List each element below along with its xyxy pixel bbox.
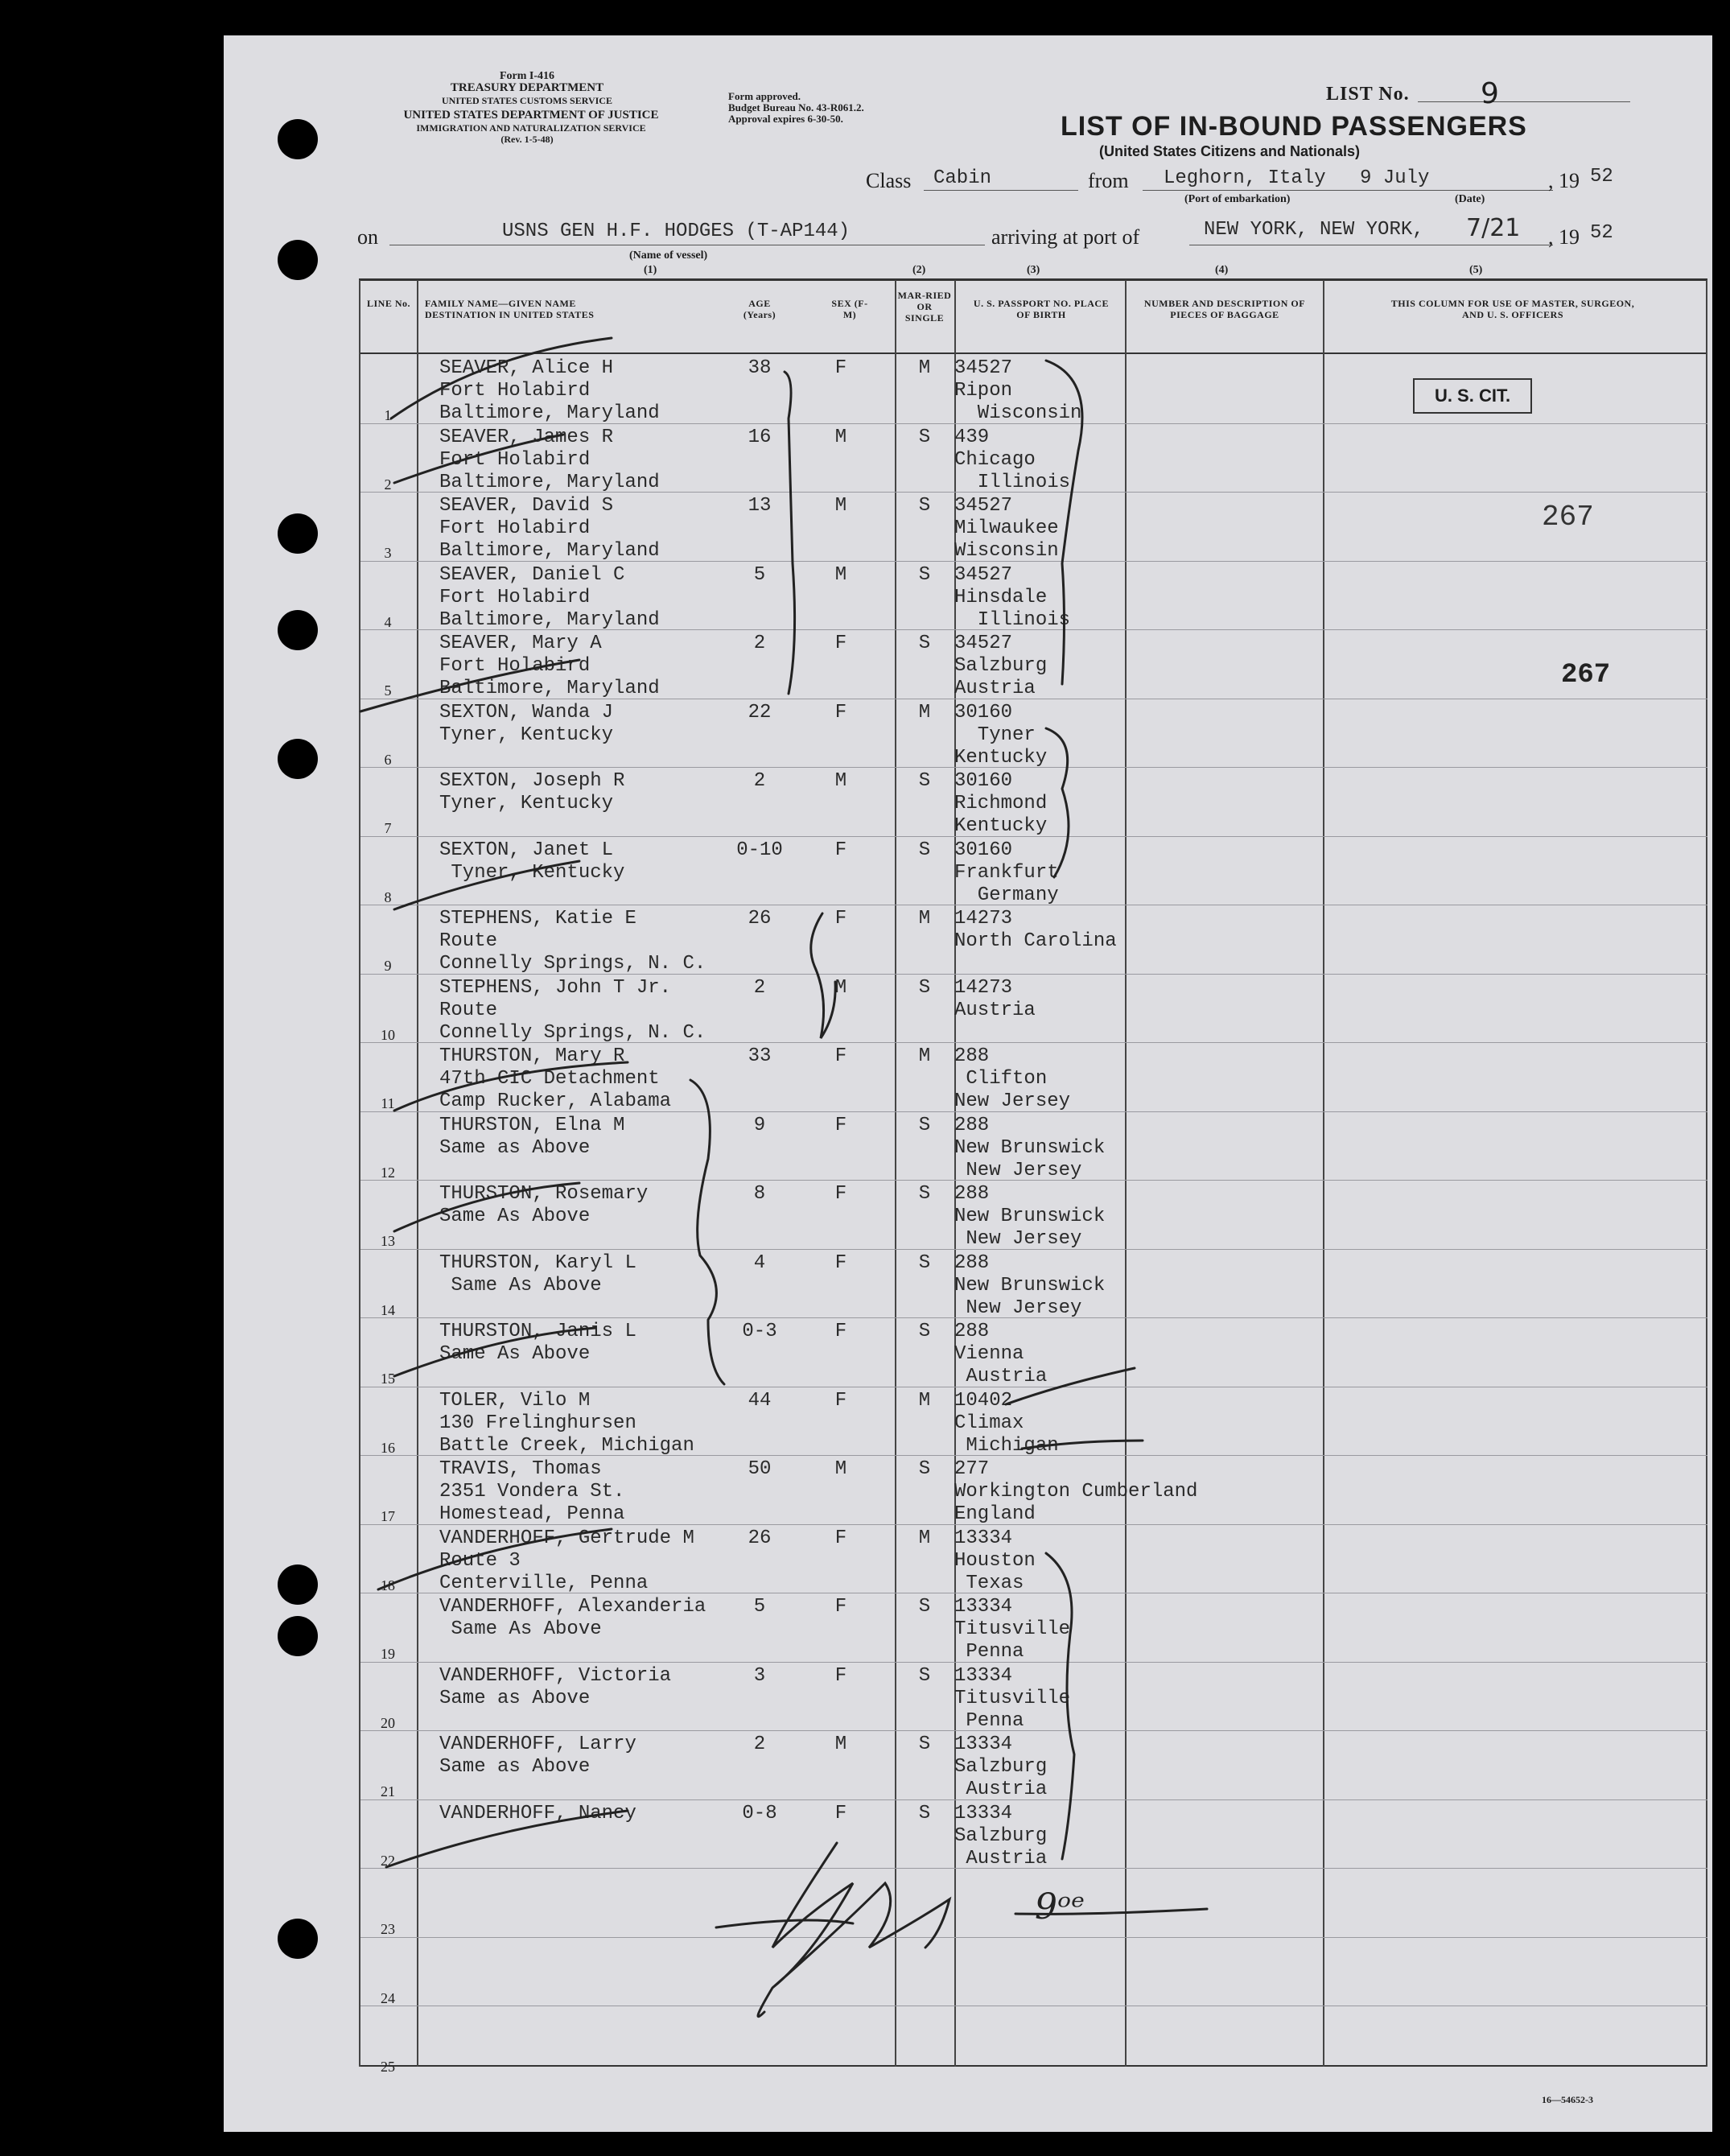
- passenger-age: 5: [753, 563, 766, 586]
- passport-and-birthplace: 14273 Austria: [954, 976, 1036, 1021]
- passenger-marital-status: S: [918, 1458, 931, 1480]
- passenger-marital-status: M: [918, 1389, 931, 1412]
- line-number: 5: [384, 682, 392, 699]
- passenger-sex: F: [834, 1664, 847, 1687]
- bracket-thurston: [690, 1080, 724, 1384]
- passport-and-birthplace: 13334 Titusville Penna: [954, 1596, 1071, 1663]
- passenger-name-destination: SEAVER, Daniel C Fort Holabird Baltimore, Maryland: [439, 563, 660, 631]
- header-married: MAR-RIED OR SINGLE: [897, 290, 952, 324]
- line-number: 11: [381, 1095, 395, 1111]
- passenger-marital-status: M: [918, 908, 931, 930]
- line-number: 3: [384, 545, 392, 561]
- justice-dept: UNITED STATES DEPARTMENT OF JUSTICE: [403, 109, 659, 122]
- bracket-stephens: [811, 913, 835, 1038]
- passenger-sex: F: [834, 908, 847, 930]
- passenger-sex: F: [834, 1183, 847, 1205]
- passenger-name-destination: VANDERHOFF, Gertrude M Route 3 Centerville, Penna: [439, 1527, 694, 1594]
- passenger-age: 2: [753, 1733, 766, 1755]
- passenger-name-destination: TOLER, Vilo M 130 Frelinghursen Battle Creek, Michigan: [439, 1389, 694, 1457]
- tick-11: [394, 1062, 628, 1111]
- line-number: 6: [384, 751, 392, 768]
- col-num-3: (3): [1027, 264, 1040, 276]
- passenger-sex: F: [834, 1114, 847, 1136]
- passenger-marital-status: S: [918, 839, 931, 861]
- stamp-number-2: 267: [1561, 660, 1611, 690]
- passenger-name-destination: STEPHENS, John T Jr. Route Connelly Springs, N. C.: [439, 976, 706, 1044]
- tick-18: [378, 1529, 612, 1589]
- passenger-age: 2: [753, 976, 766, 999]
- line-number: 20: [381, 1714, 395, 1731]
- passport-and-birthplace: 288 Clifton New Jersey: [954, 1045, 1071, 1112]
- passport-and-birthplace: 30160 Frankfurt Germany: [954, 839, 1059, 906]
- form-number: Form I-416: [499, 70, 555, 82]
- passenger-age: 4: [753, 1251, 766, 1274]
- passenger-name-destination: SEXTON, Janet L Tyner, Kentucky: [439, 839, 625, 884]
- passenger-sex: F: [834, 1527, 847, 1549]
- revision: (Rev. 1-5-48): [500, 134, 554, 145]
- bracket-toler: [1022, 1441, 1143, 1449]
- header-passport: U. S. PASSPORT NO. PLACE OF BIRTH: [973, 298, 1110, 320]
- line-number: 21: [381, 1783, 395, 1799]
- passenger-name-destination: STEPHENS, Katie E Route Connelly Springs, N. C.: [439, 908, 706, 975]
- passenger-name-destination: VANDERHOFF, Alexanderia Same As Above: [439, 1596, 706, 1640]
- passenger-marital-status: S: [918, 1114, 931, 1136]
- passenger-marital-status: S: [918, 1183, 931, 1205]
- passenger-name-destination: THURSTON, Rosemary Same As Above: [439, 1183, 649, 1227]
- passenger-marital-status: M: [918, 701, 931, 723]
- class-value: Cabin: [933, 167, 992, 189]
- passenger-marital-status: S: [918, 1733, 931, 1755]
- passenger-marital-status: M: [918, 357, 931, 379]
- col-num-4: (4): [1215, 264, 1229, 276]
- year-label-2: , 19: [1548, 225, 1580, 249]
- arriving-label: arriving at port of: [991, 225, 1140, 249]
- department: TREASURY DEPARTMENT: [450, 81, 604, 94]
- passenger-sex: M: [834, 495, 847, 517]
- col-num-1: (1): [644, 264, 657, 276]
- passport-and-birthplace: 13334 Titusville Penna: [954, 1664, 1071, 1732]
- arrival-port: NEW YORK, NEW YORK,: [1204, 219, 1424, 241]
- stamp-number: 267: [1542, 501, 1594, 534]
- passport-and-birthplace: 288 New Brunswick New Jersey: [954, 1183, 1106, 1250]
- passport-and-birthplace: 277 Workington Cumberland England: [954, 1458, 1198, 1525]
- list-no-label: LIST No.: [1326, 84, 1410, 105]
- tick-15: [394, 1328, 595, 1376]
- passenger-marital-status: S: [918, 426, 931, 448]
- passenger-name-destination: THURSTON, Elna M Same as Above: [439, 1114, 625, 1159]
- line-number: 8: [384, 888, 392, 905]
- line-number: 17: [381, 1508, 395, 1524]
- passport-and-birthplace: 14273 North Carolina: [954, 908, 1117, 952]
- passenger-age: 26: [748, 908, 772, 930]
- passport-and-birthplace: 439 Chicago Illinois: [954, 426, 1071, 493]
- header-name: FAMILY NAME—GIVEN NAME DESTINATION IN UNITED STATES: [425, 298, 595, 320]
- header-age: AGE (Years): [743, 298, 776, 320]
- passenger-name-destination: THURSTON, Janis L Same As Above: [439, 1321, 636, 1365]
- passenger-marital-status: S: [918, 495, 931, 517]
- line-number: 25: [381, 2059, 395, 2075]
- passport-and-birthplace: 288 New Brunswick New Jersey: [954, 1251, 1106, 1319]
- form-title: LIST OF IN-BOUND PASSENGERS: [1061, 111, 1527, 142]
- bracket-travis: [1006, 1368, 1135, 1404]
- passenger-age: 26: [748, 1527, 772, 1549]
- header-baggage: NUMBER AND DESCRIPTION OF PIECES OF BAGGAGE: [1143, 298, 1306, 320]
- approval-2: Budget Bureau No. 43-R061.2.: [728, 101, 864, 113]
- passenger-marital-status: S: [918, 1321, 931, 1342]
- passenger-marital-status: S: [918, 563, 931, 586]
- vessel-caption: (Name of vessel): [629, 249, 708, 262]
- passenger-sex: F: [834, 1802, 847, 1824]
- passenger-age: 22: [748, 701, 772, 723]
- passenger-sex: M: [834, 563, 847, 586]
- passenger-age: 13: [748, 495, 772, 517]
- passenger-age: 50: [748, 1458, 772, 1480]
- vessel-name: USNS GEN H.F. HODGES (T-AP144): [502, 221, 851, 242]
- bracket-seaver-age: [785, 372, 795, 694]
- bracket-seaver-passport: [1046, 361, 1082, 684]
- passenger-name-destination: SEXTON, Wanda J Tyner, Kentucky: [439, 701, 614, 746]
- signature-annotation: 9ᵒᵉ: [1035, 1886, 1085, 1927]
- passenger-name-destination: VANDERHOFF, Larry Same as Above: [439, 1733, 636, 1778]
- line-number: 1: [384, 407, 392, 423]
- line-number: 13: [381, 1233, 395, 1249]
- class-label: Class: [866, 169, 912, 192]
- footer-code: 16—54652-3: [1542, 2094, 1593, 2105]
- line-number: 18: [381, 1577, 395, 1593]
- passenger-sex: F: [834, 839, 847, 861]
- passenger-sex: F: [834, 1321, 847, 1342]
- passenger-age: 3: [753, 1664, 766, 1687]
- passenger-name-destination: VANDERHOFF, Victoria Same as Above: [439, 1664, 672, 1709]
- passenger-sex: M: [834, 1458, 847, 1480]
- on-label: on: [357, 225, 378, 249]
- passport-and-birthplace: 34527 Salzburg Austria: [954, 633, 1048, 699]
- service: UNITED STATES CUSTOMS SERVICE: [442, 95, 612, 106]
- col-num-5: (5): [1469, 264, 1483, 276]
- arrival-date: 7/21: [1466, 214, 1521, 242]
- passport-and-birthplace: 30160 Richmond Kentucky: [954, 770, 1048, 837]
- passenger-sex: M: [834, 770, 847, 792]
- passenger-name-destination: SEXTON, Joseph R Tyner, Kentucky: [439, 770, 625, 814]
- embark-port: Leghorn, Italy: [1164, 167, 1326, 189]
- passenger-name-destination: TRAVIS, Thomas 2351 Vondera St. Homestead, Penna: [439, 1458, 625, 1525]
- line-number: 24: [381, 1989, 395, 2006]
- passenger-marital-status: M: [918, 1045, 931, 1067]
- line-number: 7: [384, 820, 392, 836]
- line-number: 12: [381, 1164, 395, 1181]
- date-caption: (Date): [1455, 193, 1485, 205]
- header-line-no: LINE No.: [366, 298, 410, 309]
- passenger-sex: F: [834, 1251, 847, 1274]
- approval-1: Form approved.: [728, 90, 801, 102]
- ins: IMMIGRATION AND NATURALIZATION SERVICE: [416, 122, 646, 134]
- line-number: 19: [381, 1646, 395, 1662]
- line-number: 4: [384, 613, 392, 630]
- passenger-age: 9: [753, 1114, 766, 1136]
- passenger-sex: F: [834, 633, 847, 654]
- passenger-age: 5: [753, 1596, 766, 1618]
- passport-and-birthplace: 34527 Milwaukee Wisconsin: [954, 495, 1059, 562]
- bracket-vanderhoff-passport: [1046, 1553, 1074, 1859]
- passport-and-birthplace: 10402 Climax Michigan: [954, 1389, 1059, 1457]
- line-number: 15: [381, 1371, 395, 1387]
- passenger-age: 2: [753, 770, 766, 792]
- line-number: 16: [381, 1439, 395, 1456]
- list-no-value: 9: [1481, 77, 1499, 110]
- tick-8: [394, 861, 579, 909]
- passenger-sex: F: [834, 1045, 847, 1067]
- line-number: 23: [381, 1921, 395, 1937]
- passenger-age: 44: [748, 1389, 772, 1412]
- passenger-marital-status: S: [918, 1251, 931, 1274]
- tick-13: [394, 1183, 579, 1231]
- header-officers: THIS COLUMN FOR USE OF MASTER, SURGEON, AND U. S. OFFICERS: [1390, 298, 1635, 320]
- passenger-sex: F: [834, 357, 847, 379]
- citizen-stamp: U. S. CIT.: [1413, 378, 1532, 414]
- passenger-marital-status: S: [918, 633, 931, 654]
- from-label: from: [1088, 169, 1129, 192]
- passenger-age: 0-3: [742, 1321, 777, 1342]
- passenger-marital-status: S: [918, 976, 931, 999]
- line-number: 10: [381, 1026, 395, 1043]
- passport-and-birthplace: 288 New Brunswick New Jersey: [954, 1114, 1106, 1181]
- passenger-marital-status: M: [918, 1527, 931, 1549]
- passenger-name-destination: THURSTON, Karyl L Same As Above: [439, 1251, 636, 1296]
- passenger-name-destination: SEAVER, Alice H Fort Holabird Baltimore, Maryland: [439, 357, 660, 424]
- passenger-sex: M: [834, 1733, 847, 1755]
- bracket-sexton-passport: [1046, 728, 1069, 877]
- passenger-name-destination: SEAVER, James R Fort Holabird Baltimore, Maryland: [439, 426, 660, 493]
- passport-and-birthplace: 13334 Salzburg Austria: [954, 1802, 1048, 1869]
- tick-2: [394, 435, 563, 483]
- passenger-marital-status: S: [918, 770, 931, 792]
- passenger-name-destination: SEAVER, Mary A Fort Holabird Baltimore, Maryland: [439, 633, 660, 699]
- passenger-name-destination: SEAVER, David S Fort Holabird Baltimore, Maryland: [439, 495, 660, 562]
- passenger-marital-status: S: [918, 1802, 931, 1824]
- passenger-name-destination: THURSTON, Mary R 47th CIC Detachment Camp Rucker, Alabama: [439, 1045, 672, 1112]
- year-value-2: 52: [1590, 222, 1613, 244]
- passport-and-birthplace: 30160 Tyner Kentucky: [954, 701, 1048, 769]
- passenger-age: 0-8: [742, 1802, 777, 1824]
- signature-scrawl: [716, 1843, 949, 2017]
- passenger-sex: F: [834, 1389, 847, 1412]
- line-number: 14: [381, 1301, 395, 1318]
- passenger-marital-status: S: [918, 1596, 931, 1618]
- header-sex: SEX (F-M): [831, 298, 868, 320]
- passenger-marital-status: S: [918, 1664, 931, 1687]
- passenger-age: 0-10: [736, 839, 783, 861]
- approval-3: Approval expires 6-30-50.: [728, 113, 843, 125]
- line-number: 2: [384, 476, 392, 493]
- passenger-age: 2: [753, 633, 766, 654]
- embark-date: 9 July: [1360, 167, 1430, 189]
- line-number: 9: [384, 958, 392, 974]
- passport-and-birthplace: 288 Vienna Austria: [954, 1321, 1048, 1387]
- col-num-2: (2): [912, 264, 926, 276]
- embark-caption: (Port of embarkation): [1184, 193, 1291, 205]
- passenger-age: 33: [748, 1045, 772, 1067]
- year-value-1: 52: [1590, 166, 1613, 188]
- passenger-sex: F: [834, 701, 847, 723]
- passport-and-birthplace: 13334 Salzburg Austria: [954, 1733, 1048, 1800]
- passenger-age: 16: [748, 426, 772, 448]
- form-subtitle: (United States Citizens and Nationals): [1099, 143, 1361, 159]
- passport-and-birthplace: 34527 Ripon Wisconsin: [954, 357, 1082, 424]
- passenger-sex: M: [834, 426, 847, 448]
- passenger-name-destination: VANDERHOFF, Nancy: [439, 1802, 636, 1824]
- line-number: 22: [381, 1852, 395, 1869]
- passenger-age: 8: [753, 1183, 766, 1205]
- tick-1: [391, 338, 612, 418]
- passport-and-birthplace: 13334 Houston Texas: [954, 1527, 1036, 1594]
- passport-and-birthplace: 34527 Hinsdale Illinois: [954, 563, 1071, 631]
- tick-5: [360, 660, 579, 711]
- passenger-sex: M: [834, 976, 847, 999]
- year-label-1: , 19: [1548, 169, 1580, 192]
- passenger-age: 38: [748, 357, 772, 379]
- tick-22: [386, 1811, 628, 1867]
- passenger-sex: F: [834, 1596, 847, 1618]
